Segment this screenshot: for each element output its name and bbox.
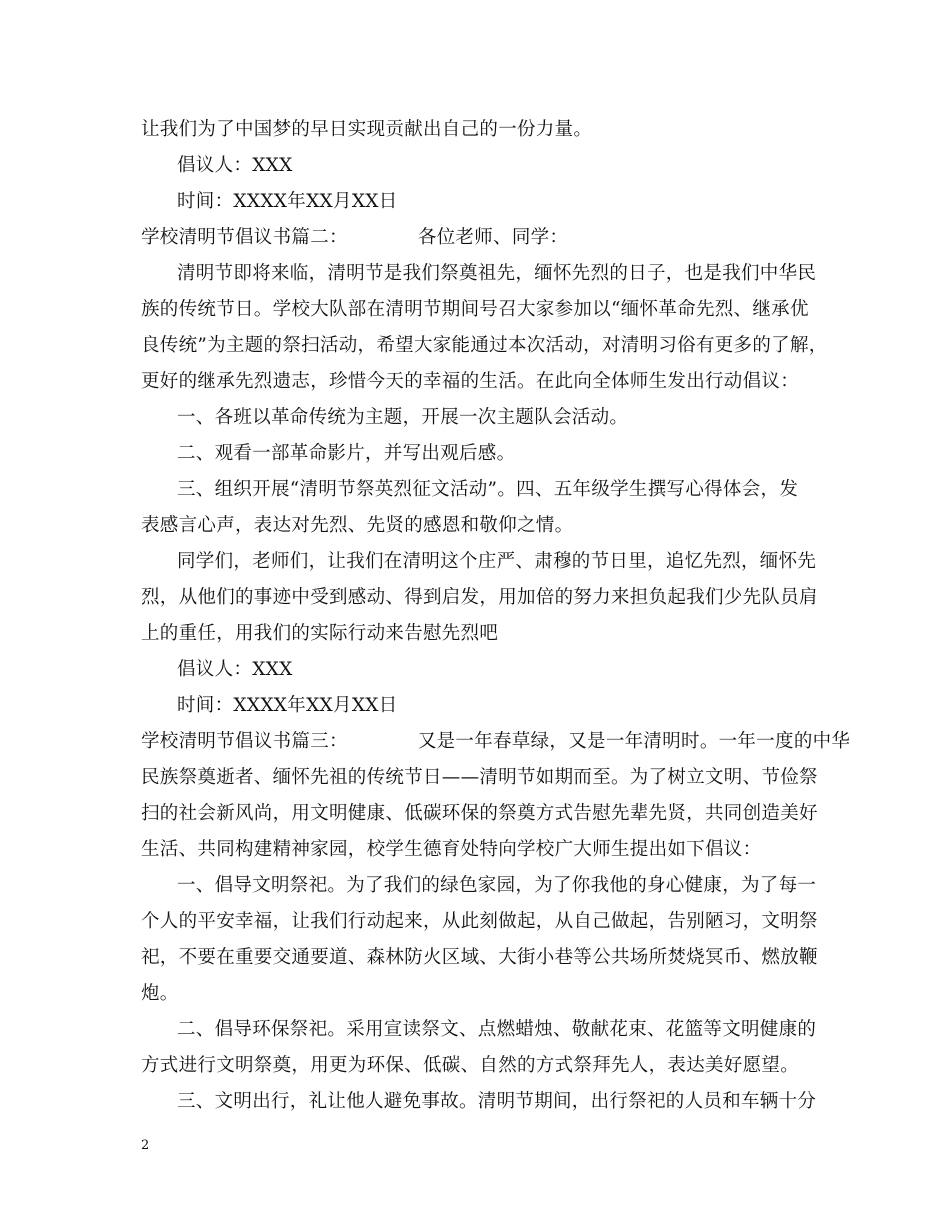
text-line [141,336,828,356]
text-line [141,732,850,752]
text-line [141,840,761,860]
text-line-continuation: 各位老师、同学： [417,227,569,248]
text-line [177,876,816,896]
text-line [177,552,816,572]
text-line-continuation: 又是一年春草绿，又是一年清明时。一年一度的中华 [417,731,851,752]
text-line [141,948,818,968]
text-line-content: 方式进行文明祭奠，用更为环保、低碳、自然的方式祭拜先人，表达美好愿望。 [141,1055,800,1076]
text-line-content: 三、文明出行，礼让他人避免事故。清明节期间，出行祭祀的人员和车辆十分 [177,1091,817,1112]
text-line-content: 二、观看一部革命影片，并写出观后感。 [177,443,516,464]
text-line [177,1092,816,1112]
text-line-content: 三、组织开展“清明节祭英烈征文活动”。四、五年级学生撰写心得体会，发 [177,479,799,500]
text-line [177,444,515,464]
text-line [141,372,799,392]
page-number: 2 [141,1138,150,1153]
text-line-content: 同学们，老师们，让我们在清明这个庄严、肃穆的节日里，追忆先烈，缅怀先 [177,551,817,572]
text-line-content: 炮。 [141,983,179,1004]
text-line-content: 学校清明节倡议书篇二： [141,227,348,248]
text-line [177,408,628,428]
text-line-content: 上的重任，用我们的实际行动来告慰先烈吧 [141,623,499,644]
text-line [177,480,798,500]
text-line-content: 生活、共同构建精神家园，校学生德育处特向学校广大师生提出如下倡议： [141,839,762,860]
text-line-content: 祀，不要在重要交通要道、森林防火区域、大街小巷等公共场所焚烧冥币、燃放鞭 [141,947,818,968]
text-line [141,120,592,140]
text-line [141,300,809,320]
text-line [141,984,179,1004]
text-line [177,156,293,176]
text-line [177,264,816,284]
text-line [141,768,818,788]
text-line-content: 时间：XXXX年XX月XX日 [177,695,398,716]
text-line [177,192,398,212]
text-line [141,804,818,824]
text-line [141,912,818,932]
text-line-content: 学校清明节倡议书篇三： [141,731,348,752]
text-line-content: 倡议人：XXX [177,155,293,176]
text-line-content: 让我们为了中国梦的早日实现贡献出自己的一份力量。 [141,119,593,140]
text-line [141,516,573,536]
text-line-content: 一、倡导文明祭祀。为了我们的绿色家园，为了你我他的身心健康，为了每一 [177,875,817,896]
text-line [141,228,568,248]
text-line [141,624,498,644]
text-line-content: 更好的继承先烈遗志，珍惜今天的幸福的生活。在此向全体师生发出行动倡议： [141,371,800,392]
text-line-content: 二、倡导环保祭祀。采用宣读祭文、点燃蜡烛、敬献花束、花篮等文明健康的 [177,1019,817,1040]
text-line-content: 表感言心声，表达对先烈、先贤的感恩和敬仰之情。 [141,515,574,536]
text-line-content: 烈，从他们的事迹中受到感动、得到启发，用加倍的努力来担负起我们少先队员肩 [141,587,818,608]
text-line-content: 个人的平安幸福，让我们行动起来，从此刻做起，从自己做起，告别陋习，文明祭 [141,911,818,932]
text-line-content: 良传统”为主题的祭扫活动，希望大家能通过本次活动，对清明习俗有更多的了解， [141,335,828,356]
text-line-content: 清明节即将来临，清明节是我们祭奠祖先，缅怀先烈的日子，也是我们中华民 [177,263,817,284]
text-line-content: 一、各班以革命传统为主题，开展一次主题队会活动。 [177,407,629,428]
text-line [141,588,818,608]
text-line-content: 倡议人：XXX [177,659,293,680]
text-line-content: 扫的社会新风尚，用文明健康、低碳环保的祭奠方式告慰先辈先贤，共同创造美好 [141,803,818,824]
text-line [177,1020,816,1040]
text-line-content: 民族祭奠逝者、缅怀先祖的传统节日——清明节如期而至。为了树立文明、节俭祭 [141,767,818,788]
text-line-content: 族的传统节日。学校大队部在清明节期间号召大家参加以“缅怀革命先烈、继承优 [141,299,809,320]
text-line [177,696,398,716]
text-line [141,1056,799,1076]
text-line [177,660,293,680]
text-line-content: 时间：XXXX年XX月XX日 [177,191,398,212]
